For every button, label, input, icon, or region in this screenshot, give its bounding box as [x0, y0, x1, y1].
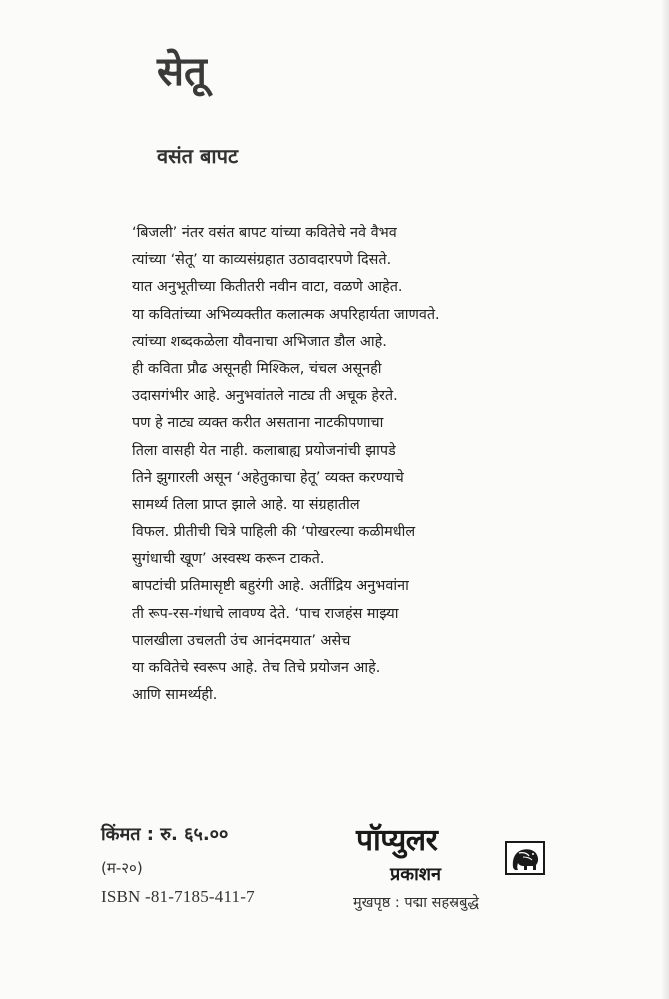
blurb-line: त्यांच्या ‘सेतू’ या काव्यसंग्रहात उठावदारपणे दिसते.	[132, 252, 392, 269]
blurb-line: विफल. प्रीतीची चित्रे पाहिली की ‘पोखरल्या कळीमधील	[132, 524, 416, 541]
blurb-line: तिला वासही येत नाही. कलाबाह्य प्रयोजनांची झापडे	[132, 442, 396, 459]
isbn-number: ISBN -81-7185-411-7	[101, 887, 255, 906]
price-label: किंमत : रु. ६५.००	[101, 824, 229, 845]
blurb-line: पण हे नाट्य व्यक्त करीत असताना नाटकीपणाचा	[132, 415, 384, 432]
blurb-line: आणि सामर्थ्यही.	[132, 687, 218, 704]
blurb-line: ही कविता प्रौढ असूनही मिश्किल, चंचल असूनही	[132, 360, 382, 377]
blurb-line: या कवितांच्या अभिव्यक्तीत कलात्मक अपरिहार्यता जाणवते.	[132, 306, 440, 323]
publisher-name: पॉप्युलर	[356, 823, 438, 858]
publisher-logo	[356, 823, 556, 896]
catalog-code: (म-२०)	[101, 859, 143, 877]
blurb-line: बापटांची प्रतिमासृष्टी बहुरंगी आहे. अतींद्रिय अनुभवांना	[132, 578, 409, 595]
cover-credit: मुखपृष्ठ : पद्मा सहस्रबुद्धे	[353, 895, 479, 911]
blurb-line: तिने झुगारली असून ‘अहेतुकाचा हेतू’ व्यक्त करण्याचे	[132, 469, 404, 486]
blurb-line: उदासगंभीर आहे. अनुभवांतले नाट्य ती अचूक हेरते.	[132, 388, 398, 405]
blurb-text	[132, 220, 552, 709]
blurb-line: या कवितेचे स्वरूप आहे. तेच तिचे प्रयोजन आहे.	[132, 660, 381, 676]
author-name: वसंत बापट	[157, 144, 239, 168]
blurb-line: त्यांच्या शब्दकळेला यौवनाचा अभिजात डौल आहे.	[132, 333, 387, 350]
page-edge-shadow	[661, 0, 669, 999]
blurb-line: सुगंधाची खूण’ अस्वस्थ करून टाकते.	[132, 551, 325, 568]
publisher-subtitle: प्रकाशन	[390, 864, 441, 885]
book-title: सेतू	[157, 49, 207, 95]
elephant-icon	[505, 841, 545, 875]
blurb-line: ती रूप-रस-गंधाचे लावण्य देते. ‘पाच राजहंस माझ्या	[132, 605, 399, 622]
blurb-line: सामर्थ्य तिला प्राप्त झाले आहे. या संग्रहातील	[132, 496, 360, 513]
blurb-line: ‘बिजली’ नंतर वसंत बापट यांच्या कवितेचे नवे वैभव	[132, 225, 397, 241]
blurb-line: पालखीला उचलती उंच आनंदमयात’ असेच	[132, 632, 351, 649]
blurb-line: यात अनुभूतीच्या कितीतरी नवीन वाटा, वळणे आहेत.	[132, 279, 403, 296]
